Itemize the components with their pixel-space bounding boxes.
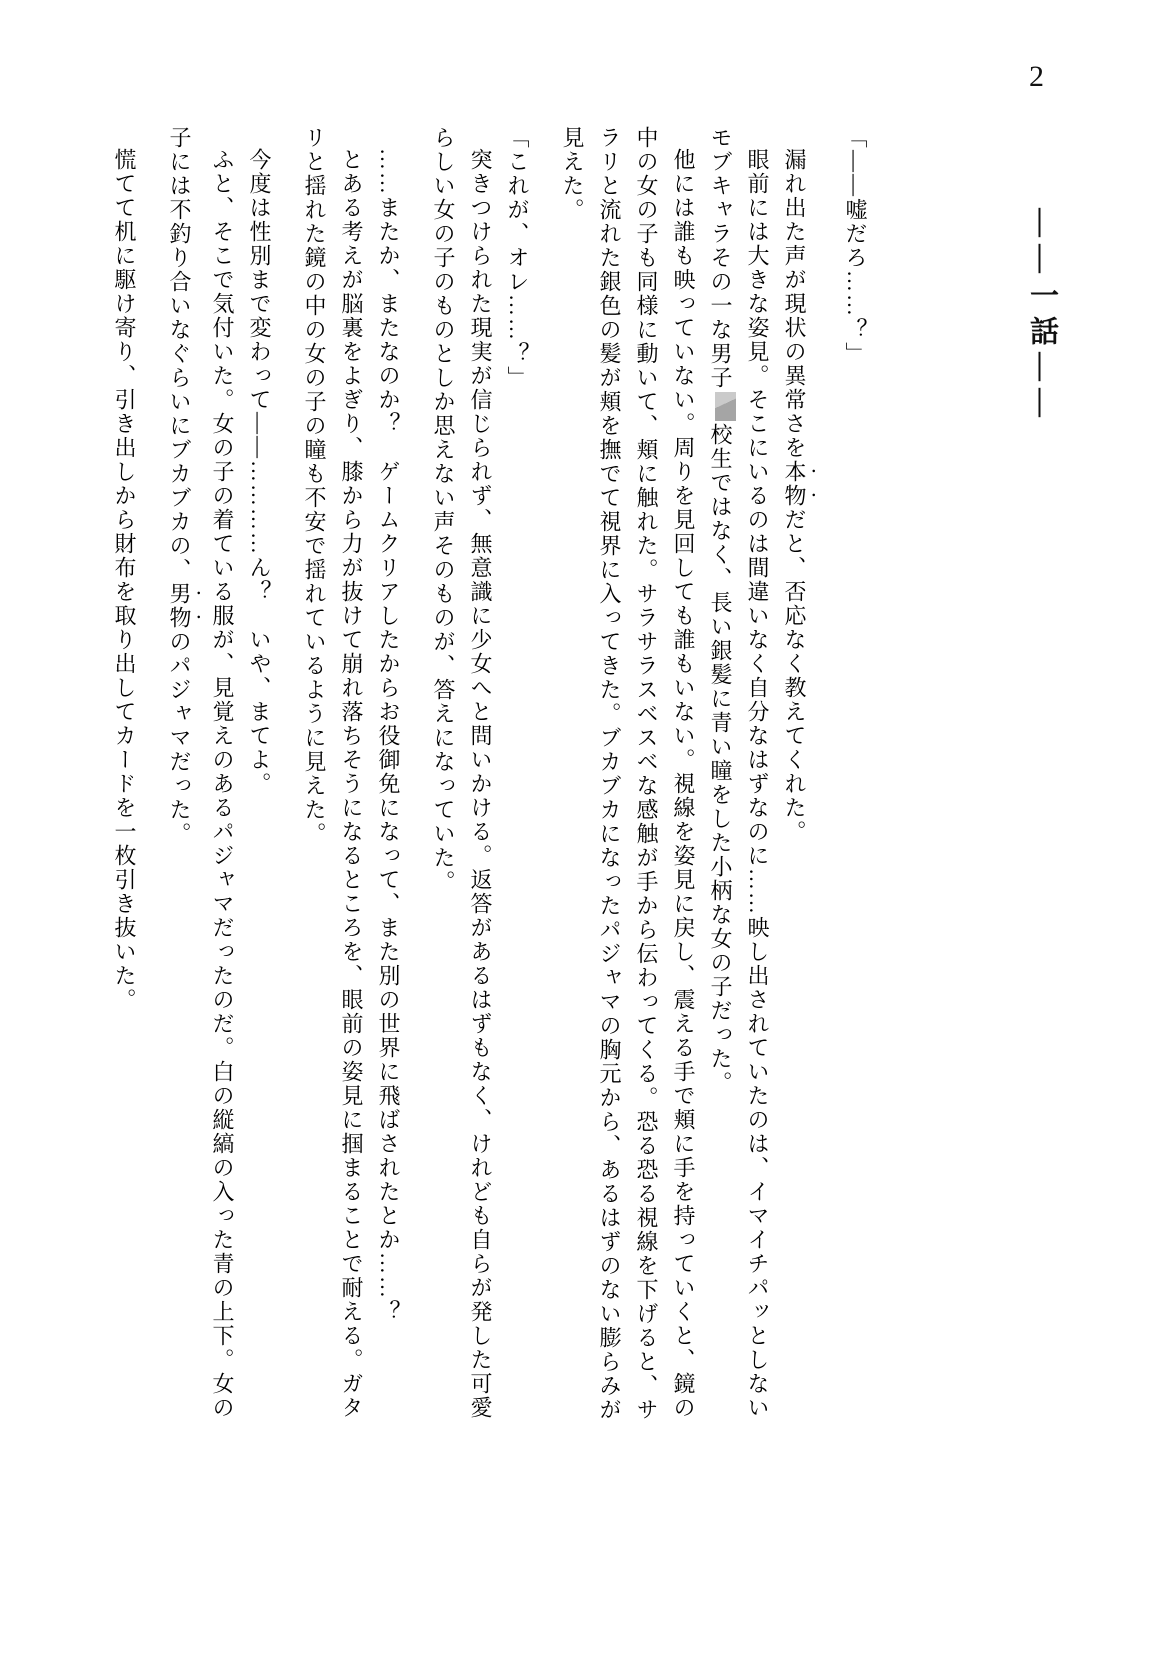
narration: 慌てて机に駆け寄り、引き出しから財布を取り出してカードを一枚引き抜いた。 xyxy=(112,148,137,1012)
narration: 今度は性別まで変わって――…………ん？ いや、まてよ。 xyxy=(247,148,272,796)
narration: 他には誰も映っていない。周りを見回しても誰もいない。視線を姿見に戻し、震える手で頬に手を持っていくと、鏡の中の女の子も同様に動いて、頬に触れた。サラサラスベスベな感触が手から伝わってくる。恐る恐る視線を下げると、サラリと流れた銀色の髪が頬を撫でて視界に入ってきた。ブカブカになったパジャマの胸元から、あるはずのない膨らみが見えた。 xyxy=(560,126,696,1422)
dialogue-line: 「これが、オレ……？」 xyxy=(505,126,530,390)
page-number: 2 xyxy=(1029,60,1044,93)
censored-text-box xyxy=(715,392,736,421)
narration: ふと、そこで気付いた。女の子の着ている服が、見覚えのあるパジャマだったのだ。白の縦縞の入った青の上下。女の子には不釣り合いなぐらいにブカブカの、男物のパジャマだった。 xyxy=(167,126,235,1420)
emphasized-text: 男物 xyxy=(167,582,192,630)
narration: 突きつけられた現実が信じられず、無意識に少女へと問いかける。返答があるはずもなく、けれども自らが発した可愛らしい女の子のものとしか思えない声そのものが、答えになっていた。 xyxy=(431,126,493,1420)
emphasized-text: 本物 xyxy=(782,460,807,508)
narration: とある考えが脳裏をよぎり、膝から力が抜けて崩れ落ちそうになるところを、眼前の姿見に掴まることで耐える。ガタリと揺れた鏡の中の女の子の瞳も不安で揺れているように見えた。 xyxy=(302,126,364,1420)
dialogue-line: 「――嘘だろ……？」 xyxy=(843,126,868,366)
narration: 眼前には大きな姿見。そこにいるのは間違いなく自分なはずなのに……映し出されていたのは、イマイチパッとしないモブキャラその一な男子校生ではなく、長い銀髪に青い瞳をした小柄な女の子だった。 xyxy=(708,126,770,1420)
body-text xyxy=(106,126,874,1428)
narration: 漏れ出た声が現状の異常さを本物だと、否応なく教えてくれた。 xyxy=(782,148,807,844)
chapter-title: ――一話―― xyxy=(1026,208,1058,424)
narration: ……またか、またなのか？ ゲームクリアしたからお役御免になって、また別の世界に飛ばされたとか……？ xyxy=(376,148,401,1324)
